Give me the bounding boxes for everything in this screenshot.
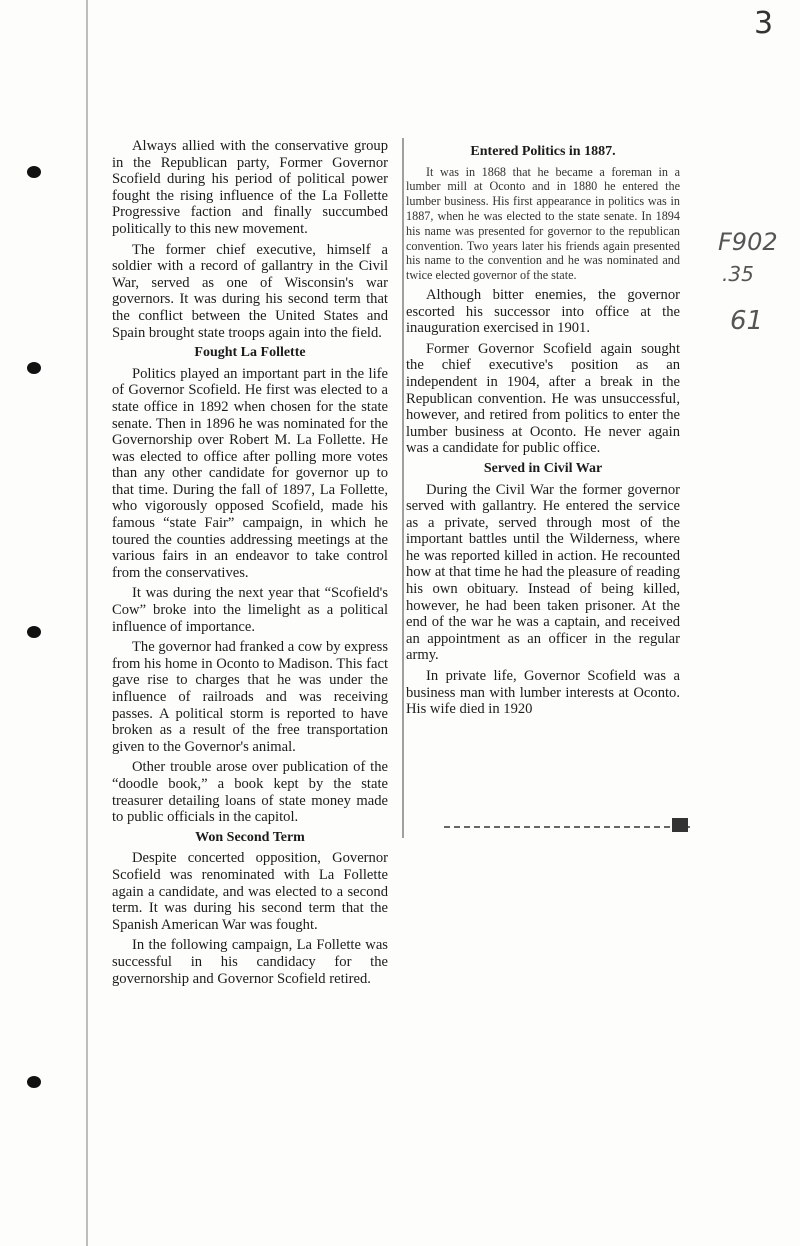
paragraph: Always allied with the conservative group in the Republican party, Former Governor Scofield during his period of political power fought the rising influence of the La Follette Progressive faction and finally succumbed politically to this new movement. bbox=[112, 138, 388, 237]
margin-note: F902 bbox=[718, 228, 778, 256]
paragraph: It was during the next year that “Scofield's Cow” broke into the limelight as a political influence of importance. bbox=[112, 585, 388, 635]
fold-line bbox=[86, 0, 88, 1246]
subheading: Won Second Term bbox=[195, 829, 305, 845]
article-column-right bbox=[406, 140, 680, 722]
paragraph: Former Governor Scofield again sought the chief executive's position as an independent in 1904, after a break in the Republican convention. He was unsuccessful, however, and retired from politics to enter the lumber business at Oconto. He never again was a candidate for public office. bbox=[406, 340, 680, 457]
punch-hole bbox=[27, 166, 41, 178]
subheading: Entered Politics in 1887. bbox=[470, 144, 616, 159]
page-number: 3 bbox=[754, 6, 774, 41]
paragraph: In the following campaign, La Follette was successful in his candidacy for the governorship and Governor Scofield retired. bbox=[112, 937, 388, 987]
paragraph: Although bitter enemies, the governor escorted his successor into office at the inauguration exercised in 1901. bbox=[406, 286, 680, 337]
margin-note: 61 bbox=[730, 306, 764, 336]
paragraph: The governor had franked a cow by express from his home in Oconto to Madison. This fact gave rise to charges that he was under the influence of railroads and was receiving passes. A political storm is reported to have broken as a result of the free transportation given to the Governor's animal. bbox=[112, 639, 388, 755]
column-rule bbox=[402, 138, 404, 838]
punch-hole bbox=[27, 1076, 41, 1088]
punch-hole bbox=[27, 626, 41, 638]
end-dashes bbox=[444, 826, 690, 828]
paragraph: Despite concerted opposition, Governor Scofield was renominated with La Follette again a candidate, and was elected to a second term. It was during his second term that the Spanish American War was fought. bbox=[112, 850, 388, 933]
subheading: Served in Civil War bbox=[483, 460, 603, 476]
subheading: Fought La Follette bbox=[194, 345, 306, 361]
paragraph: In private life, Governor Scofield was a business man with lumber interests at Oconto. His wife died in 1920 bbox=[406, 668, 680, 718]
clipping-corner-mark bbox=[672, 818, 688, 832]
punch-hole bbox=[27, 362, 41, 374]
paragraph: The former chief executive, himself a soldier with a record of gallantry in the Civil War, served as one of Wisconsin's war governors. It was during his second term that the conflict between the United States and Spain brought state troops again into the field. bbox=[112, 241, 388, 341]
paragraph: It was in 1868 that he became a foreman in a lumber mill at Oconto and in 1880 he entered the lumber business. His first appearance in politics was in 1887, when he was elected to the state senate. In 1894 his name was presented for governor to the republican convention. Two years later his friends again presented his name to the convention and he was nominated and twice elected governor of the state. bbox=[406, 164, 680, 283]
margin-note: .35 bbox=[722, 262, 754, 286]
paragraph: Other trouble arose over publication of the “doodle book,” a book kept by the state treasurer detailing loans of state money made to public officials in the capitol. bbox=[112, 759, 388, 826]
article-column-left bbox=[112, 138, 388, 991]
paragraph: Politics played an important part in the life of Governor Scofield. He first was elected to a state office in 1892 when chosen for the state senate. Then in 1896 he was nominated for the Governorship over Robert M. La Follette. He was elected to office after polling more votes than any other candidate for governor up to that time. During the fall of 1897, La Follette, who vigorously opposed Scofield, made his famous “state Fair” campaign, in which he toured the counties addressing meetings at the various fairs in an endeavor to take control from the conservatives. bbox=[112, 365, 388, 581]
paragraph: During the Civil War the former governor served with gallantry. He entered the service as a private, served through most of the important battles until the Wilderness, where he was reported killed in action. He recounted how at that time he had the pleasure of reading his own obituary. Instead of being killed, however, he had been taken prisoner. At the end of the war he was a captain, and received an appointment as an officer in the regular army. bbox=[406, 481, 680, 664]
